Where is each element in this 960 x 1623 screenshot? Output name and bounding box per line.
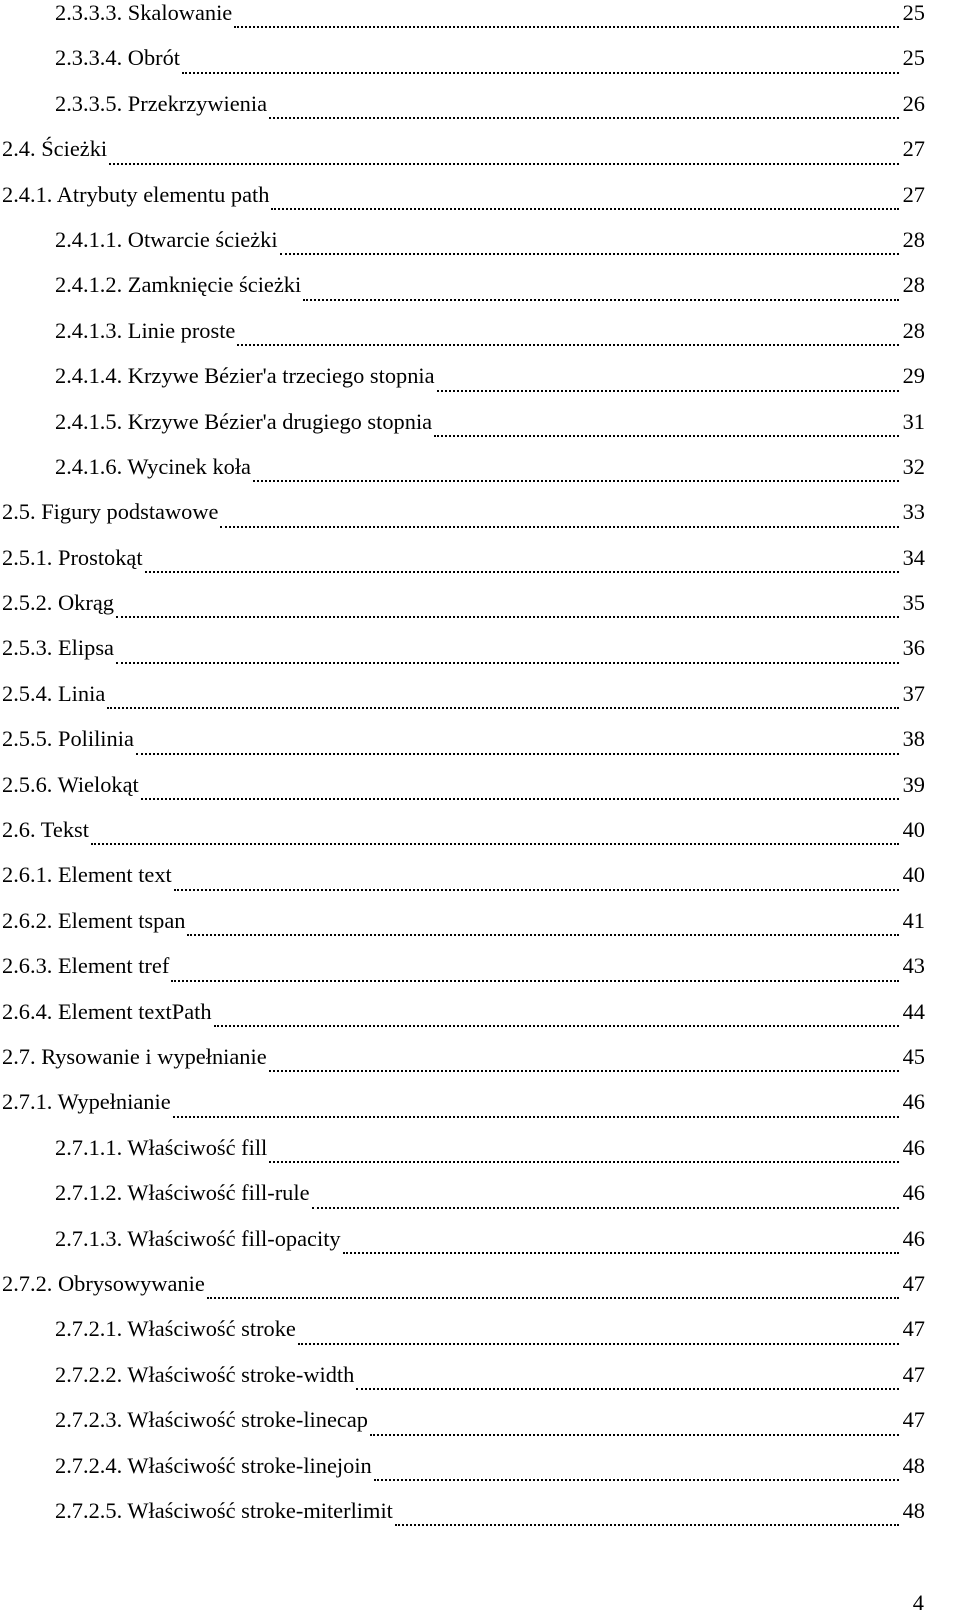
toc-entry-label: [55, 1316, 298, 1342]
toc-entry-title: Właściwość stroke: [127, 1316, 296, 1342]
toc-entry-title: Właściwość fill: [127, 1134, 268, 1160]
toc-entry-label: [2, 182, 271, 208]
toc-dot-leader: [356, 1368, 898, 1390]
toc-entry[interactable]: [0, 1362, 925, 1407]
toc-dot-leader: [370, 1414, 899, 1436]
toc-entry-title: Przekrzywienia: [127, 90, 268, 116]
toc-entry-number: 2.5.4.: [2, 680, 53, 706]
toc-entry-page: 38: [902, 726, 925, 752]
toc-entry-page: 32: [902, 453, 925, 479]
toc-entry-title: Właściwość stroke-miterlimit: [127, 1497, 393, 1523]
toc-entry-title: Wypełnianie: [57, 1089, 171, 1115]
toc-dot-leader: [253, 460, 899, 482]
toc-dot-leader: [145, 551, 899, 573]
toc-dot-leader: [395, 1504, 899, 1526]
toc-dot-leader: [141, 778, 899, 800]
toc-entry[interactable]: [0, 1044, 925, 1089]
toc-entry-title: Wycinek koła: [127, 453, 251, 479]
toc-entry-title: Zamknięcie ścieżki: [127, 272, 302, 298]
toc-entry[interactable]: [0, 817, 925, 862]
toc-entry[interactable]: [0, 908, 925, 953]
toc-entry-title: Właściwość fill-opacity: [127, 1225, 341, 1251]
toc-dot-leader: [207, 1277, 899, 1299]
toc-entry-page: 48: [902, 1452, 925, 1478]
toc-entry-title: Element textPath: [58, 998, 212, 1024]
toc-dot-leader: [182, 52, 899, 74]
page-number: 4: [912, 1590, 924, 1615]
toc-entry-page: 28: [902, 226, 925, 252]
toc-entry-number: 2.4.1.1.: [55, 226, 123, 252]
toc-entry-label: [2, 862, 174, 888]
toc-entry-title: Polilinia: [58, 726, 134, 752]
toc-entry-label: [55, 1362, 356, 1388]
toc-entry-number: 2.7.2.4.: [55, 1452, 123, 1478]
toc-entry-label: [2, 908, 187, 934]
toc-entry-title: Element tref: [58, 953, 170, 979]
toc-entry-number: 2.6.4.: [2, 998, 53, 1024]
toc-entry[interactable]: [0, 272, 925, 317]
toc-entry-page: 25: [902, 45, 925, 71]
toc-entry-page: 47: [902, 1270, 925, 1296]
toc-entry-number: 2.3.3.4.: [55, 45, 123, 71]
toc-entry-title: Właściwość stroke-width: [127, 1361, 355, 1387]
toc-entry-number: 2.7.1.1.: [55, 1134, 123, 1160]
toc-entry[interactable]: [0, 1089, 925, 1134]
toc-entry-number: 2.7.: [2, 1043, 36, 1069]
toc-entry-number: 2.5.1.: [2, 544, 53, 570]
toc-entry-page: 28: [902, 317, 925, 343]
toc-entry-label: [2, 1089, 173, 1115]
toc-entry-page: 46: [902, 1225, 925, 1251]
toc-entry[interactable]: [0, 409, 925, 454]
toc-entry-label: [2, 726, 136, 752]
toc-entry-label: [55, 1180, 312, 1206]
toc-entry-number: 2.4.: [2, 136, 36, 162]
toc-entry[interactable]: [0, 1271, 925, 1316]
toc-entry-number: 2.5.: [2, 499, 36, 525]
toc-dot-leader: [220, 506, 898, 528]
toc-entry-label: [2, 681, 107, 707]
toc-entry-number: 2.4.1.2.: [55, 272, 123, 298]
toc-entry-page: 35: [902, 590, 925, 616]
toc-entry-title: Rysowanie i wypełnianie: [41, 1043, 267, 1069]
toc-entry-number: 2.4.1.4.: [55, 363, 123, 389]
toc-entry-page: 46: [902, 1134, 925, 1160]
toc-entry-title: Otwarcie ścieżki: [127, 226, 278, 252]
toc-dot-leader: [173, 1096, 899, 1118]
toc-entry-title: Krzywe Bézier'a drugiego stopnia: [127, 408, 433, 434]
toc-entry-label: [55, 1407, 370, 1433]
toc-entry-number: 2.6.2.: [2, 907, 53, 933]
toc-entry-page: 44: [902, 998, 925, 1024]
toc-entry-title: Ścieżki: [41, 136, 108, 162]
toc-entry-page: 27: [902, 181, 925, 207]
toc-entry-label: [2, 1044, 269, 1070]
toc-dot-leader: [269, 97, 899, 119]
toc-entry-number: 2.4.1.6.: [55, 453, 123, 479]
toc-entry[interactable]: [0, 1226, 925, 1271]
toc-entry[interactable]: [0, 136, 925, 181]
toc-entry-number: 2.4.1.5.: [55, 408, 123, 434]
toc-entry-label: [2, 136, 109, 162]
toc-entry-title: Element tspan: [58, 907, 186, 933]
toc-entry-label: [55, 272, 303, 298]
toc-entry-number: 2.3.3.3.: [55, 0, 123, 25]
toc-dot-leader: [171, 960, 898, 982]
toc-entry-page: 45: [902, 1043, 925, 1069]
toc-entry-page: 25: [902, 0, 925, 25]
toc-entry-label: [2, 817, 91, 843]
toc-entry-number: 2.7.2.: [2, 1270, 53, 1296]
toc-entry-page: 27: [902, 136, 925, 162]
toc-entry-number: 2.6.3.: [2, 953, 53, 979]
toc-dot-leader: [116, 642, 899, 664]
toc-entry[interactable]: [0, 681, 925, 726]
toc-entry[interactable]: [0, 1135, 925, 1180]
toc-entry-label: [55, 91, 269, 117]
toc-entry[interactable]: [0, 1407, 925, 1452]
toc-entry-page: 34: [902, 544, 925, 570]
toc-entry[interactable]: [0, 1180, 925, 1225]
toc-entry-label: [55, 318, 237, 344]
toc-entry-page: 43: [902, 953, 925, 979]
toc-dot-leader: [280, 233, 899, 255]
toc-entry[interactable]: [0, 499, 925, 544]
toc-entry-title: Linie proste: [127, 317, 236, 343]
toc-entry-title: Krzywe Bézier'a trzeciego stopnia: [127, 363, 435, 389]
toc-entry-label: [55, 227, 280, 253]
toc-entry[interactable]: [0, 1498, 925, 1543]
toc-entry-number: 2.5.5.: [2, 726, 53, 752]
toc-entry-title: Obrysowywanie: [58, 1270, 205, 1296]
toc-entry-title: Prostokąt: [58, 544, 143, 570]
toc-entry[interactable]: [0, 0, 925, 45]
toc-entry-label: [2, 999, 214, 1025]
toc-entry[interactable]: [0, 545, 925, 590]
toc-entry[interactable]: [0, 953, 925, 998]
toc-entry[interactable]: [0, 91, 925, 136]
toc-entry-number: 2.7.2.2.: [55, 1361, 123, 1387]
toc-entry-page: 37: [902, 680, 925, 706]
toc-entry-number: 2.7.1.2.: [55, 1180, 123, 1206]
toc-entry[interactable]: [0, 1316, 925, 1361]
toc-entry-label: [55, 409, 434, 435]
toc-entry-title: Właściwość fill-rule: [127, 1180, 310, 1206]
toc-dot-leader: [107, 687, 898, 709]
toc-entry-page: 40: [902, 862, 925, 888]
toc-entry-page: 33: [902, 499, 925, 525]
toc-entry-number: 2.4.1.3.: [55, 317, 123, 343]
toc-entry[interactable]: [0, 454, 925, 499]
toc-entry-label: [2, 953, 171, 979]
toc-entry-page: 46: [902, 1180, 925, 1206]
toc-entry-label: [55, 1135, 269, 1161]
toc-entry-title: Okrąg: [58, 590, 114, 616]
toc-entry-number: 2.6.1.: [2, 862, 53, 888]
toc-entry[interactable]: [0, 772, 925, 817]
toc-entry-label: [55, 0, 234, 26]
toc-entry-title: Właściwość stroke-linejoin: [127, 1452, 372, 1478]
toc-entry-title: Skalowanie: [127, 0, 233, 25]
toc-entry[interactable]: [0, 227, 925, 272]
toc-entry-page: 39: [902, 771, 925, 797]
toc-entry[interactable]: [0, 590, 925, 635]
toc-entry-page: 47: [902, 1407, 925, 1433]
toc-entry-label: [2, 1271, 207, 1297]
toc-entry-title: Wielokąt: [57, 771, 139, 797]
toc-dot-leader: [109, 143, 899, 165]
toc-entry[interactable]: [0, 726, 925, 771]
toc-entry[interactable]: [0, 45, 925, 90]
toc-dot-leader: [91, 823, 899, 845]
toc-entry-page: 46: [902, 1089, 925, 1115]
toc-entry-number: 2.7.2.5.: [55, 1497, 123, 1523]
toc-entry-number: 2.5.3.: [2, 635, 53, 661]
toc-entry[interactable]: [0, 999, 925, 1044]
toc-entry-page: 48: [902, 1497, 925, 1523]
toc-dot-leader: [434, 415, 898, 437]
toc-dot-leader: [237, 324, 898, 346]
toc-entry-page: 28: [902, 272, 925, 298]
toc-dot-leader: [234, 6, 898, 28]
toc-entry-number: 2.4.1.: [2, 181, 53, 207]
toc-entry-number: 2.7.1.: [2, 1089, 53, 1115]
toc-entry-label: [2, 590, 116, 616]
toc-entry-title: Elipsa: [58, 635, 114, 661]
toc-entry-number: 2.7.1.3.: [55, 1225, 123, 1251]
toc-entry-number: 2.7.2.3.: [55, 1407, 123, 1433]
toc-entry-label: [2, 635, 116, 661]
toc-entry[interactable]: [0, 182, 925, 227]
toc-entry-number: 2.5.2.: [2, 590, 53, 616]
toc-dot-leader: [174, 869, 899, 891]
toc-entry-title: Atrybuty elementu path: [56, 181, 270, 207]
toc-dot-leader: [312, 1187, 899, 1209]
toc-entry[interactable]: [0, 1453, 925, 1498]
toc-entry-page: 40: [902, 817, 925, 843]
toc-entry-page: 47: [902, 1361, 925, 1387]
toc-dot-leader: [343, 1232, 899, 1254]
toc-entry-label: [55, 1226, 343, 1252]
toc-dot-leader: [269, 1050, 899, 1072]
toc-entry-number: 2.5.6.: [2, 771, 53, 797]
toc-entry-title: Figury podstawowe: [41, 499, 219, 525]
toc-dot-leader: [269, 1141, 898, 1163]
toc-entry-page: 26: [902, 90, 925, 116]
toc-dot-leader: [136, 733, 899, 755]
toc-entry[interactable]: [0, 363, 925, 408]
toc-entry-number: 2.6.: [2, 817, 36, 843]
toc-entry-title: Tekst: [40, 817, 89, 843]
toc-entry-title: Obrót: [127, 45, 181, 71]
toc-entry-label: [2, 772, 141, 798]
toc-entry-title: Linia: [58, 680, 106, 706]
toc-dot-leader: [374, 1459, 899, 1481]
toc-entry-label: [2, 545, 145, 571]
toc-entry[interactable]: [0, 862, 925, 907]
toc-entry-page: 36: [902, 635, 925, 661]
toc-entry[interactable]: [0, 635, 925, 680]
toc-entry-label: [55, 1498, 395, 1524]
toc-dot-leader: [214, 1005, 899, 1027]
toc-dot-leader: [298, 1323, 899, 1345]
toc-dot-leader: [271, 188, 898, 210]
toc-entry-number: 2.3.3.5.: [55, 90, 123, 116]
toc-entry-page: 41: [902, 907, 925, 933]
toc-entry-title: Właściwość stroke-linecap: [127, 1407, 368, 1433]
toc-entry-number: 2.7.2.1.: [55, 1316, 123, 1342]
toc-entry-page: 47: [902, 1316, 925, 1342]
toc-entry-page: 29: [902, 363, 925, 389]
toc-dot-leader: [116, 596, 899, 618]
toc-dot-leader: [303, 279, 898, 301]
toc-dot-leader: [187, 914, 898, 936]
toc-entry-label: [55, 363, 437, 389]
toc-entry-title: Element text: [58, 862, 172, 888]
toc-entry-label: [55, 45, 182, 71]
toc-entry-label: [55, 1453, 374, 1479]
toc-entry-page: 31: [902, 408, 925, 434]
toc-dot-leader: [437, 370, 899, 392]
toc-entry[interactable]: [0, 318, 925, 363]
toc-entry-label: [55, 454, 253, 480]
toc-entry-label: [2, 499, 220, 525]
